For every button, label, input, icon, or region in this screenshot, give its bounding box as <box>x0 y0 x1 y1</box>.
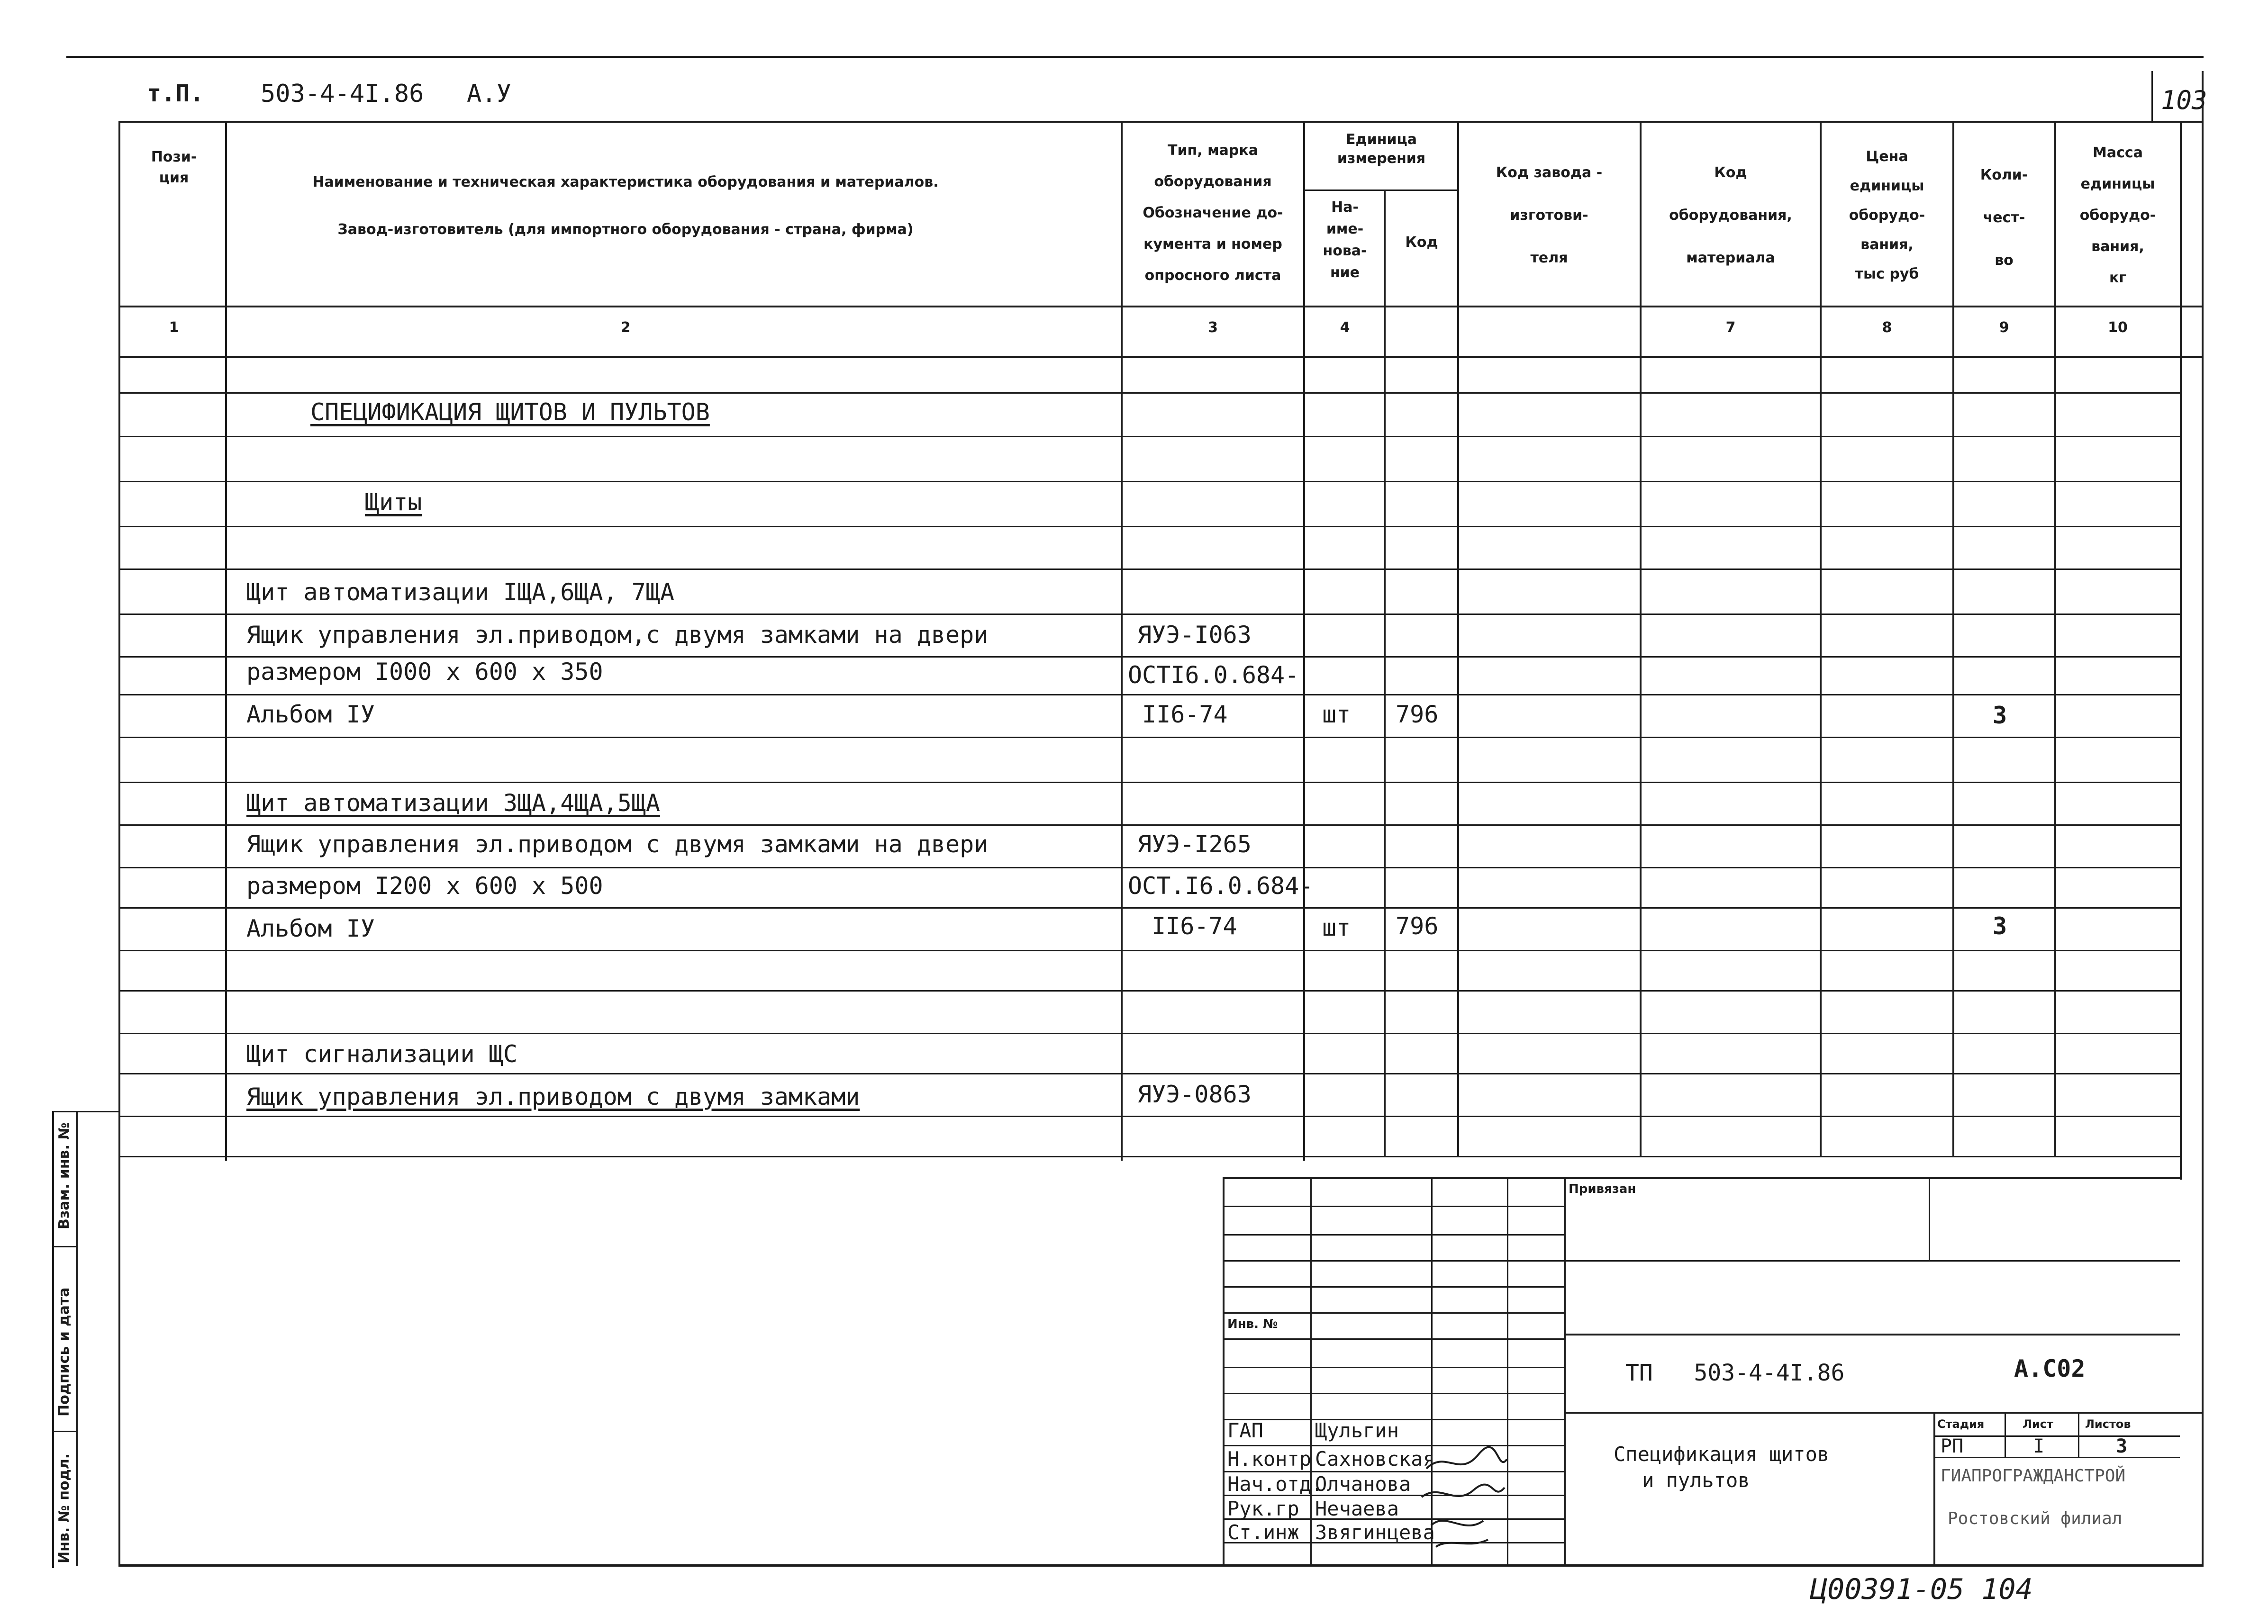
staff-row-line <box>1223 1393 1564 1394</box>
code-box-top <box>1564 1334 2180 1335</box>
row-line <box>118 1033 2180 1034</box>
col-line-1 <box>225 121 227 1161</box>
row-line <box>118 950 2180 951</box>
col-header-type: Тип, марка оборудования Обозначение до- кумента и номер опросного листа <box>1143 142 1283 284</box>
stage-divider-1 <box>2005 1412 2006 1457</box>
binding-strip-split1 <box>52 1246 78 1247</box>
col-header-mass: Масса единицы оборудо- вания, кг <box>2079 144 2156 286</box>
staff-name: Звягинцева <box>1315 1521 1435 1544</box>
unit-group-header: Единица измерения <box>1337 131 1426 167</box>
unit-group-line <box>1303 189 1457 191</box>
row-name: Ящик управления эл.приводом с двумя замками <box>246 1083 860 1110</box>
staff-row-line <box>1223 1206 1564 1207</box>
header-separator <box>118 306 2204 307</box>
bottom-border <box>118 1564 2204 1567</box>
row-type: ЯУЭ-I265 <box>1137 830 1252 858</box>
col-header-quantity: Коли- чест- во <box>1980 167 2028 269</box>
col-line-2 <box>1121 121 1123 1161</box>
sheets-label: Листов <box>2085 1417 2131 1431</box>
staff-row-line <box>1223 1367 1564 1368</box>
staff-role: ГАП <box>1227 1419 1263 1442</box>
staff-row-line <box>1223 1312 1564 1314</box>
document-suffix: А.С02 <box>2014 1355 2086 1382</box>
stamp-left-line <box>1223 1177 1225 1566</box>
row-name: размером I000 х 600 х 350 <box>246 658 603 686</box>
staff-row-line <box>1223 1445 1564 1446</box>
row-line <box>118 907 2180 909</box>
staff-name: Щульгин <box>1315 1419 1399 1442</box>
row-quantity: 3 <box>1993 912 2007 940</box>
row-line <box>118 737 2180 738</box>
row-line <box>118 526 2180 527</box>
stamp-divider <box>1564 1177 1566 1566</box>
privyazan-label: Привязан <box>1569 1182 1636 1196</box>
row-line <box>118 481 2180 482</box>
header-code-prefix: т.П. <box>147 80 204 107</box>
row-name: размером I200 х 600 х 500 <box>246 872 603 900</box>
code-box-bottom <box>1564 1412 2204 1414</box>
row-type: ЯУЭ-0863 <box>1137 1081 1252 1108</box>
row-name: Щит автоматизации 3ЩА,4ЩА,5ЩА <box>246 789 660 817</box>
col-number-2: 2 <box>620 319 631 336</box>
staff-row-line <box>1223 1338 1564 1340</box>
header-section: А.У <box>467 80 511 108</box>
table-top-line <box>118 121 2204 123</box>
signature-marks <box>1417 1445 1512 1554</box>
binding-strip-top <box>52 1111 118 1112</box>
top-border <box>66 56 2204 58</box>
row-type: ОСТ.I6.0.684- <box>1128 872 1314 900</box>
col-line-8 <box>1952 121 1954 1156</box>
staff-name: Олчанова <box>1315 1472 1411 1496</box>
col-line-4 <box>1384 189 1386 1156</box>
col-header-unit-code: Код <box>1405 234 1438 251</box>
col-line-10 <box>2180 121 2182 1180</box>
row-type: ОСТI6.0.684- <box>1128 661 1299 689</box>
row-name: Альбом IУ <box>246 915 375 942</box>
staff-role: Н.контр <box>1227 1447 1312 1471</box>
row-name: Щит сигнализации ЩС <box>246 1040 517 1068</box>
binding-strip-split2 <box>52 1431 78 1432</box>
header-project-code: 503-4-4I.86 <box>261 80 424 108</box>
col-header-name: Наименование и техническая характеристика оборудования и материалов. Завод-изготовитель (для импортного оборудования - страна, фирма) <box>312 174 939 238</box>
col-line-3 <box>1303 121 1305 1161</box>
binding-strip-mid <box>76 1111 78 1566</box>
col-header-factory-code: Код завода - изготови- теля <box>1496 164 1603 266</box>
stamp-title-line2: и пультов <box>1642 1469 1750 1492</box>
stage-value: РП <box>1941 1435 1964 1457</box>
sheets-value: 3 <box>2116 1435 2128 1457</box>
row-line <box>118 614 2180 615</box>
staff-name: Нечаева <box>1315 1497 1399 1520</box>
label-replace-inv: Взам. инв. № <box>56 1122 73 1229</box>
row-line <box>118 867 2180 868</box>
row-line <box>118 1156 2180 1157</box>
section-title: СПЕЦИФИКАЦИЯ ЩИТОВ И ПУЛЬТОВ <box>310 398 710 426</box>
label-inv-orig: Инв. № подл. <box>56 1453 73 1563</box>
col-line-9 <box>2054 121 2056 1156</box>
col-line-6 <box>1640 121 1642 1156</box>
col-line-5 <box>1457 121 1459 1156</box>
row-type: ЯУЭ-I063 <box>1137 621 1252 649</box>
col-header-unit-name: На- име- нова- ние <box>1323 199 1367 281</box>
staff-row-line <box>1223 1260 1564 1262</box>
row-line <box>118 1073 2180 1074</box>
staff-row-line <box>1223 1286 1564 1288</box>
col-number-1: 1 <box>169 319 179 336</box>
privyazan-divider <box>1929 1177 1930 1260</box>
number-row-separator <box>118 356 2204 358</box>
col-number-7: 7 <box>1725 319 1736 336</box>
col-header-equipment-code: Код оборудования, материала <box>1669 164 1792 266</box>
stamp-title-line1: Спецификация щитов <box>1614 1443 1830 1466</box>
stage-divider-2 <box>2078 1412 2079 1457</box>
left-border <box>118 121 120 1566</box>
sheet-label: Лист <box>2023 1417 2053 1431</box>
binding-strip-left <box>52 1111 54 1568</box>
col-header-position: Пози- ция <box>151 149 197 186</box>
org-line2: Ростовский филиал <box>1948 1509 2123 1528</box>
stage-box-left <box>1933 1412 1935 1566</box>
row-line <box>118 694 2180 695</box>
row-unit: шт <box>1322 701 1351 728</box>
row-line <box>118 568 2180 570</box>
staff-role: Ст.инж <box>1227 1521 1299 1544</box>
staff-col-1 <box>1310 1177 1312 1566</box>
privyazan-bottom <box>1564 1260 2180 1262</box>
staff-row-line <box>1223 1234 1564 1236</box>
row-line <box>118 1116 2180 1117</box>
row-line <box>118 392 2180 394</box>
row-unit-code: 796 <box>1396 912 1439 940</box>
right-border <box>2202 71 2204 1566</box>
row-line <box>118 824 2180 826</box>
row-name: Щит автоматизации IЩА,6ЩА, 7ЩА <box>246 578 675 606</box>
page-number: 103 <box>2161 85 2207 115</box>
stage-header-line <box>1933 1435 2180 1437</box>
row-type: II6-74 <box>1142 701 1228 728</box>
staff-role: Нач.отд. <box>1227 1472 1324 1496</box>
label-signature-date: Подпись и дата <box>56 1287 73 1416</box>
row-unit: шт <box>1322 914 1351 941</box>
document-code: ТП 503-4-4I.86 <box>1625 1360 1845 1386</box>
row-quantity: 3 <box>1993 702 2007 729</box>
stamp-top-line <box>1223 1177 2180 1179</box>
row-line <box>118 782 2180 783</box>
col-number-9: 9 <box>1999 319 2009 336</box>
stage-label: Стадия <box>1937 1417 1985 1431</box>
row-line <box>118 990 2180 992</box>
inv-no-label: Инв. № <box>1227 1317 1278 1331</box>
page-number-divider <box>2151 71 2153 123</box>
col-header-price: Цена единицы оборудо- вания, тыс руб <box>1849 148 1925 282</box>
col-number-3: 3 <box>1208 319 1218 336</box>
footer-note: Ц00391-05 104 <box>1810 1573 2033 1606</box>
row-name: Ящик управления эл.приводом,с двумя замками на двери <box>246 621 989 649</box>
col-number-10: 10 <box>2108 319 2128 336</box>
subsection-title: Щиты <box>365 488 422 516</box>
row-name: Альбом IУ <box>246 701 375 728</box>
row-unit-code: 796 <box>1396 701 1439 728</box>
col-number-8: 8 <box>1882 319 1892 336</box>
row-line <box>118 436 2180 437</box>
col-number-4: 4 <box>1340 319 1350 336</box>
staff-role: Рук.гр <box>1227 1497 1299 1520</box>
row-type: II6-74 <box>1152 912 1237 940</box>
row-name: Ящик управления эл.приводом с двумя замками на двери <box>246 830 989 858</box>
col-line-7 <box>1820 121 1822 1156</box>
staff-name: Сахновская <box>1315 1447 1435 1471</box>
stage-value-line <box>1933 1457 2180 1458</box>
sheet-value: I <box>2033 1435 2045 1457</box>
org-line1: ГИАПРОГРАЖДАНСТРОЙ <box>1941 1466 2126 1486</box>
